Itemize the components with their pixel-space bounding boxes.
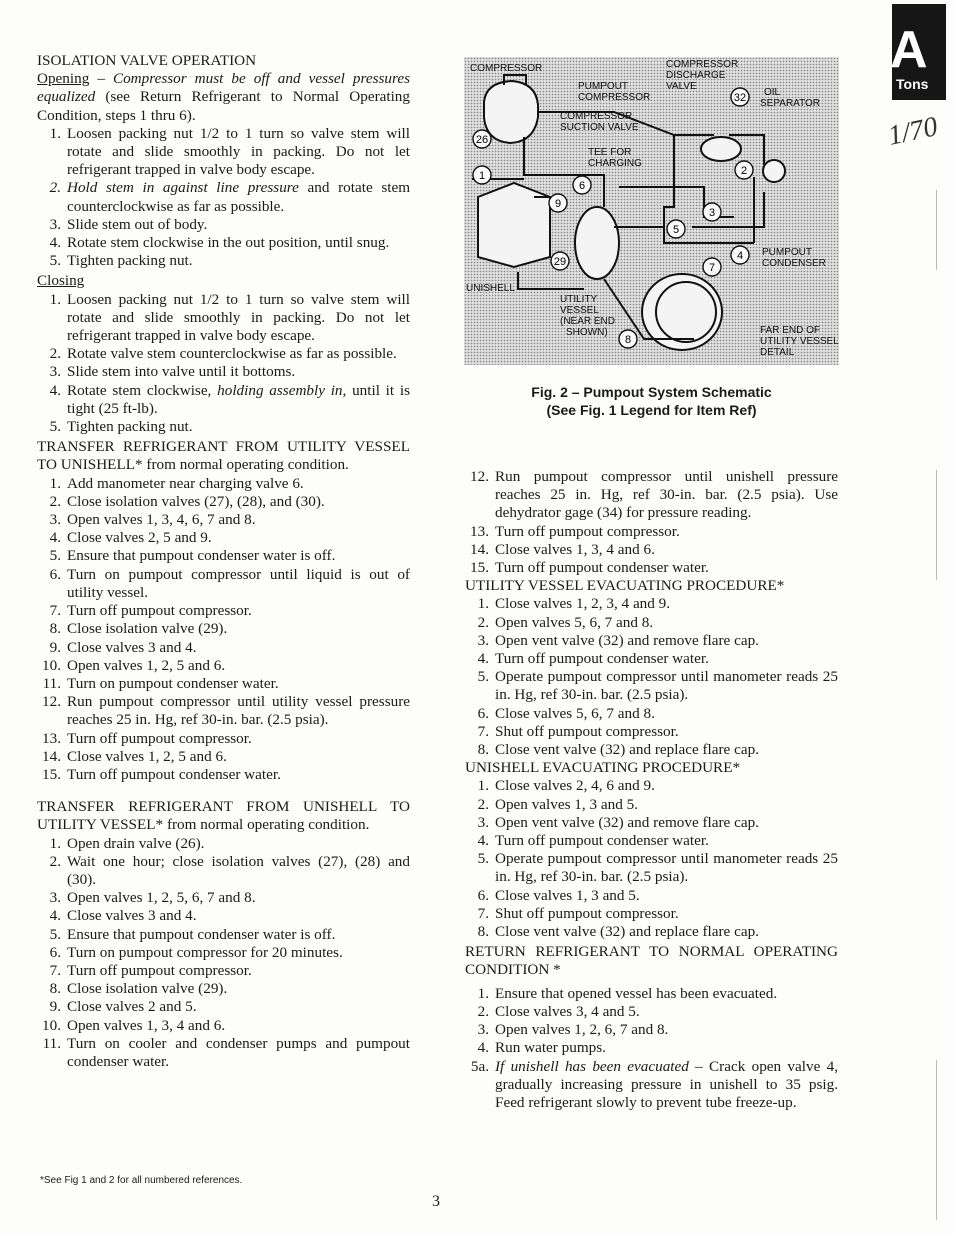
list-item: 4. Run water pumps. — [477, 1039, 606, 1057]
label-suction-valve: COMPRESSOR — [560, 111, 633, 122]
utility-evac-steps — [465, 595, 838, 759]
page-edge-mark — [936, 1060, 937, 1220]
list-item: 3. Open vent valve (32) and remove flare cap. — [477, 631, 759, 649]
item-callout-2 — [735, 161, 753, 179]
figure-caption — [464, 383, 839, 419]
list-item: 2. Open valves 1, 3 and 5. — [477, 795, 638, 813]
list-item: 6. Close valves 5, 6, 7 and 8. — [477, 704, 655, 722]
svg-text:2: 2 — [740, 165, 748, 177]
list-item: 15. Turn off pumpout condenser water. — [470, 559, 709, 577]
label-utility-vessel: VESSEL — [560, 305, 599, 316]
opening-intro — [37, 70, 410, 125]
label-compressor: COMPRESSOR — [470, 63, 543, 74]
opening-rest: (see Return Refrigerant to Normal Operating Condition, steps 1 thru 6). — [37, 88, 410, 124]
list-item: 15. Turn off pumpout condenser water. — [42, 765, 281, 783]
list-item: 6. Turn on pumpout compressor for 20 minutes. — [49, 943, 343, 961]
list-item: 3. Open valves 1, 3, 4, 6, 7 and 8. — [49, 511, 256, 529]
list-item: 13. Turn off pumpout compressor. — [470, 522, 680, 540]
svg-text:8: 8 — [624, 334, 632, 346]
item-callout-7 — [703, 258, 721, 276]
transfer1-steps — [37, 475, 410, 784]
list-item: 7. Shut off pumpout compressor. — [477, 722, 679, 740]
list-item: 1. Open drain valve (26). — [49, 834, 205, 852]
list-item: 4. Rotate stem clockwise, holding assembly in, until it is tight (25 ft-lb). — [49, 381, 410, 417]
return-normal-heading: RETURN REFRIGERANT TO NORMAL OPERATING CONDITION * — [465, 943, 838, 979]
transfer1-heading: TRANSFER REFRIGERANT FROM UTILITY VESSEL TO UNISHELL* from normal operating condition. — [37, 438, 410, 474]
list-item: 9. Close valves 2 and 5. — [49, 998, 197, 1016]
list-item: 3. Slide stem into valve until it bottoms. — [49, 363, 296, 381]
list-item: 10. Open valves 1, 2, 5 and 6. — [42, 656, 226, 674]
list-item: 1. Add manometer near charging valve 6. — [49, 474, 304, 492]
svg-text:32: 32 — [733, 92, 747, 104]
list-item: 4. Close valves 2, 5 and 9. — [49, 529, 212, 547]
list-item: 2. Wait one hour; close isolation valves (27), (28) and (30). — [49, 852, 410, 888]
list-item: 1. Close valves 2, 4, 6 and 9. — [477, 777, 655, 795]
item-callout-9 — [549, 194, 567, 212]
label-suction-valve: SUCTION VALVE — [560, 122, 639, 133]
list-item: 2. Hold stem in against line pressure and rotate stem counterclockwise as far as possible. — [49, 179, 411, 215]
item-callout-3 — [703, 203, 721, 221]
section-thumb-tab — [892, 4, 946, 100]
svg-text:9: 9 — [554, 198, 562, 210]
label-utility-vessel: (NEAR END — [560, 316, 616, 327]
opening-label: Opening — [37, 70, 90, 88]
opening-steps — [37, 125, 410, 271]
caption-subtitle: (See Fig. 1 Legend for Item Ref) — [546, 402, 757, 418]
item-callout-5 — [667, 220, 685, 238]
list-item: 4. Rotate stem clockwise in the out position, until snug. — [49, 234, 390, 252]
list-item: 10. Open valves 1, 3, 4 and 6. — [42, 1016, 226, 1034]
left-column — [37, 52, 410, 1071]
opening-dash: – — [89, 70, 113, 88]
list-item: 3. Open valves 1, 2, 6, 7 and 8. — [477, 1021, 669, 1039]
label-pumpout-condenser: CONDENSER — [762, 258, 826, 269]
list-item: 8. Close vent valve (32) and replace flare cap. — [477, 741, 759, 759]
pumpout-schematic-figure — [464, 57, 839, 365]
utility-evac-heading: UTILITY VESSEL EVACUATING PROCEDURE* — [465, 577, 785, 595]
list-item: 6. Close valves 1, 3 and 5. — [477, 886, 640, 904]
list-item: 4. Turn off pumpout condenser water. — [477, 650, 709, 668]
right-column — [465, 468, 838, 1112]
continued-steps — [465, 468, 838, 577]
label-oil-separator: SEPARATOR — [760, 98, 821, 109]
label-discharge-valve: COMPRESSOR — [666, 59, 739, 70]
list-item: 5. Ensure that pumpout condenser water is off. — [49, 925, 336, 943]
svg-text:3: 3 — [708, 207, 716, 219]
list-item: 5. Tighten packing nut. — [49, 252, 193, 270]
transfer2-steps — [37, 835, 410, 1072]
list-item: 8. Close isolation valve (29). — [49, 980, 228, 998]
list-item: 11. Turn on cooler and condenser pumps and pumpout condenser water. — [42, 1034, 410, 1070]
handwritten-note: 1/70 — [885, 111, 941, 152]
svg-text:26: 26 — [475, 134, 489, 146]
list-item: 5. Operate pumpout compressor until manometer reads 25 in. Hg, ref 30-in. bar. (2.5 psia). — [477, 850, 838, 886]
list-item: 8. Close isolation valve (29). — [49, 620, 228, 638]
label-far-end-detail: UTILITY VESSEL — [760, 336, 839, 347]
list-item: 5. Operate pumpout compressor until manometer reads 25 in. Hg, ref 30-in. bar. (2.5 psia). — [477, 668, 838, 704]
label-utility-vessel: SHOWN) — [566, 327, 608, 338]
list-item: 2. Rotate valve stem counterclockwise as far as possible. — [49, 345, 397, 363]
closing-steps — [37, 291, 410, 437]
item-callout-4 — [731, 246, 749, 264]
unishell-evac-steps — [465, 777, 838, 941]
caption-title: Fig. 2 – Pumpout System Schematic — [531, 384, 772, 400]
svg-text:7: 7 — [708, 262, 716, 274]
label-pumpout-compressor: PUMPOUT — [578, 81, 628, 92]
svg-text:4: 4 — [736, 250, 744, 262]
item-callout-1 — [473, 166, 491, 184]
closing-label: Closing — [37, 272, 85, 290]
list-item: 4. Turn off pumpout condenser water. — [477, 832, 709, 850]
label-pumpout-condenser: PUMPOUT — [762, 247, 812, 258]
label-unishell: UNISHELL — [466, 283, 515, 294]
label-discharge-valve: DISCHARGE — [666, 70, 726, 81]
list-item: 9. Close valves 3 and 4. — [49, 638, 197, 656]
list-item: 1. Close valves 1, 2, 3, 4 and 9. — [477, 595, 671, 613]
page-edge-mark — [936, 190, 937, 270]
label-tee-for-charging: CHARGING — [588, 158, 642, 169]
opening-emphasis: Compressor must be off and vessel pressures equalized — [37, 70, 410, 106]
svg-text:1: 1 — [478, 170, 486, 182]
list-item: 7. Turn off pumpout compressor. — [49, 602, 252, 620]
list-item: 3. Slide stem out of body. — [49, 215, 208, 233]
list-item: 13. Turn off pumpout compressor. — [42, 729, 252, 747]
svg-text:6: 6 — [578, 180, 586, 192]
item-callout-26 — [473, 130, 491, 148]
label-tee-for-charging: TEE FOR — [588, 147, 632, 158]
list-item: 14. Close valves 1, 3, 4 and 6. — [470, 540, 655, 558]
svg-text:5: 5 — [672, 224, 680, 236]
list-item: 4. Close valves 3 and 4. — [49, 907, 197, 925]
item-callout-6 — [573, 176, 591, 194]
list-item: 7. Shut off pumpout compressor. — [477, 904, 679, 922]
item-callout-29 — [551, 252, 569, 270]
label-far-end-detail: DETAIL — [760, 347, 795, 358]
list-item: 2. Open valves 5, 6, 7 and 8. — [477, 613, 654, 631]
list-item: 3. Open vent valve (32) and remove flare cap. — [477, 813, 759, 831]
item-callout-8 — [619, 330, 637, 348]
page-edge-mark — [936, 470, 937, 580]
list-item: 1. Loosen packing nut 1/2 to 1 turn so valve stem will rotate and slide smoothly in packing. Do not let refrigerant trapped in valve body escape. — [49, 290, 410, 345]
list-item: 5a. If unishell has been evacuated – Crack open valve 4, gradually increasing pressure in unishell to 35 psig. Feed refrigerant slowly to prevent tube freeze-up. — [470, 1057, 838, 1111]
return-normal-steps — [465, 985, 838, 1112]
list-item: 3. Open valves 1, 2, 5, 6, 7 and 8. — [49, 889, 256, 907]
transfer2-heading: TRANSFER REFRIGERANT FROM UNISHELL TO UTILITY VESSEL* from normal operating condition. — [37, 798, 410, 834]
footnote: *See Fig 1 and 2 for all numbered references. — [40, 1175, 243, 1186]
list-item: 12. Run pumpout compressor until unishell pressure reaches 25 in. Hg, ref 30-in. bar. (2.5 psia). Use dehydrator gage (34) for pressure reading. — [470, 468, 838, 522]
isolation-valve-heading: ISOLATION VALVE OPERATION — [37, 52, 257, 69]
label-oil-separator: OIL — [764, 87, 781, 98]
list-item: 2. Close valves 3, 4 and 5. — [477, 1002, 640, 1020]
list-item: 7. Turn off pumpout compressor. — [49, 961, 252, 979]
unishell-evac-heading: UNISHELL EVACUATING PROCEDURE* — [465, 759, 741, 777]
label-discharge-valve: VALVE — [666, 81, 697, 92]
list-item: 14. Close valves 1, 2, 5 and 6. — [42, 747, 227, 765]
list-item: 12. Run pumpout compressor until utility vessel pressure reaches 25 in. Hg, ref 30-in. bar. (2.5 psia). — [42, 693, 410, 729]
tab-letter: A — [890, 21, 928, 79]
page-number: 3 — [432, 1193, 440, 1210]
label-pumpout-compressor: COMPRESSOR — [578, 92, 651, 103]
list-item: 6. Turn on pumpout compressor until liquid is out of utility vessel. — [49, 565, 410, 601]
list-item: 1. Loosen packing nut 1/2 to 1 turn so valve stem will rotate and slide smoothly in packing. Do not let refrigerant trapped in valve body escape. — [49, 124, 410, 179]
label-far-end-detail: FAR END OF — [760, 325, 821, 336]
item-callout-32 — [731, 88, 749, 106]
list-item: 5. Tighten packing nut. — [49, 418, 193, 436]
tab-word: Tons — [896, 76, 929, 92]
list-item: 2. Close isolation valves (27), (28), and (30). — [49, 492, 325, 510]
list-item: 11. Turn on pumpout condenser water. — [42, 674, 279, 692]
label-utility-vessel: UTILITY — [560, 294, 598, 305]
svg-text:29: 29 — [553, 256, 567, 268]
list-item: 5. Ensure that pumpout condenser water is off. — [49, 547, 336, 565]
list-item: 8. Close vent valve (32) and replace flare cap. — [477, 923, 759, 941]
list-item: 1. Ensure that opened vessel has been evacuated. — [477, 984, 778, 1002]
